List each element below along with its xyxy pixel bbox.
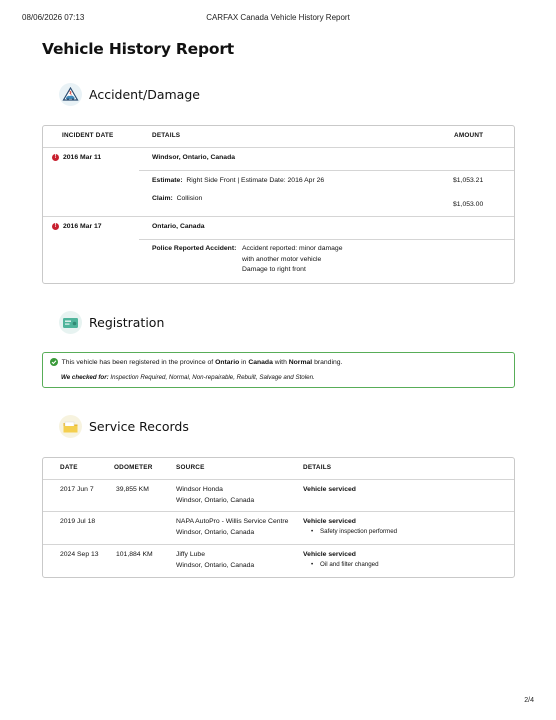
police-report-label: Police Reported Accident: [152, 245, 237, 252]
incident-location: Windsor, Ontario, Canada [152, 154, 236, 161]
car-crash-icon [59, 83, 82, 106]
service-detail-title: Vehicle serviced [303, 518, 356, 525]
divider [43, 479, 514, 480]
incident-location: Ontario, Canada [152, 223, 205, 230]
estimate-line: Estimate: Right Side Front | Estimate Date: 2016 Apr 26 [152, 177, 325, 184]
service-section-header [59, 415, 189, 438]
header-details: DETAILS [303, 464, 332, 471]
header-details: DETAILS [152, 132, 181, 139]
divider [43, 147, 514, 148]
police-report-text: Accident reported: minor damage with another motor vehicle Damage to right front [242, 245, 343, 273]
alert-icon: ! [52, 223, 59, 230]
service-detail-title: Vehicle serviced [303, 551, 356, 558]
registration-section-header [59, 311, 164, 334]
service-section-title: Service Records [89, 419, 189, 434]
service-source: Jiffy Lube Windsor, Ontario, Canada [176, 551, 255, 569]
accident-table [42, 125, 515, 284]
claim-amount: $1,053.00 [453, 201, 484, 208]
registration-card-icon [59, 311, 82, 334]
print-date: 08/06/2026 07:13 [22, 13, 85, 22]
service-source: Windsor Honda Windsor, Ontario, Canada [176, 486, 255, 504]
header-date: DATE [60, 464, 78, 471]
page-number: 2/4 [524, 697, 534, 704]
print-title: CARFAX Canada Vehicle History Report [206, 13, 350, 22]
claim-line: Claim: Collision [152, 195, 203, 202]
service-date: 2017 Jun 7 [60, 486, 94, 493]
divider [43, 511, 514, 512]
incident-date: ! 2016 Mar 11 [52, 153, 101, 164]
accident-section-title: Accident/Damage [89, 87, 200, 102]
service-table [42, 457, 515, 578]
service-detail-item: • Oil and filter changed [311, 561, 379, 568]
header-amount: AMOUNT [454, 132, 484, 139]
accident-section-header [59, 83, 200, 106]
registration-section-title: Registration [89, 315, 165, 330]
registration-box [42, 352, 515, 388]
header-source: SOURCE [176, 464, 205, 471]
divider [43, 544, 514, 545]
service-detail-title: Vehicle serviced [303, 486, 356, 493]
check-circle-icon [50, 358, 58, 366]
header-incident-date: INCIDENT DATE [62, 132, 114, 139]
page-title: Vehicle History Report [42, 40, 234, 58]
service-date: 2024 Sep 13 [60, 551, 99, 558]
service-odometer: 39,855 KM [116, 486, 149, 493]
header-odometer: ODOMETER [114, 464, 153, 471]
service-detail-item: • Safety inspection performed [311, 528, 398, 535]
service-odometer: 101,884 KM [116, 551, 153, 558]
registration-status: This vehicle has been registered in the province of Ontario in Canada with Normal branding. [50, 358, 342, 369]
service-source: NAPA AutoPro - Willis Service Centre Windsor, Ontario, Canada [176, 518, 289, 536]
folder-icon [59, 415, 82, 438]
divider [139, 170, 514, 171]
alert-icon: ! [52, 154, 59, 161]
service-date: 2019 Jul 18 [60, 518, 96, 525]
divider [43, 216, 514, 217]
divider [139, 239, 514, 240]
incident-date: ! 2016 Mar 17 [52, 222, 102, 233]
estimate-amount: $1,053.21 [453, 177, 484, 184]
registration-checked-for: We checked for: Inspection Required, Normal, Non-repairable, Rebuilt, Salvage and Stolen. [61, 374, 315, 381]
